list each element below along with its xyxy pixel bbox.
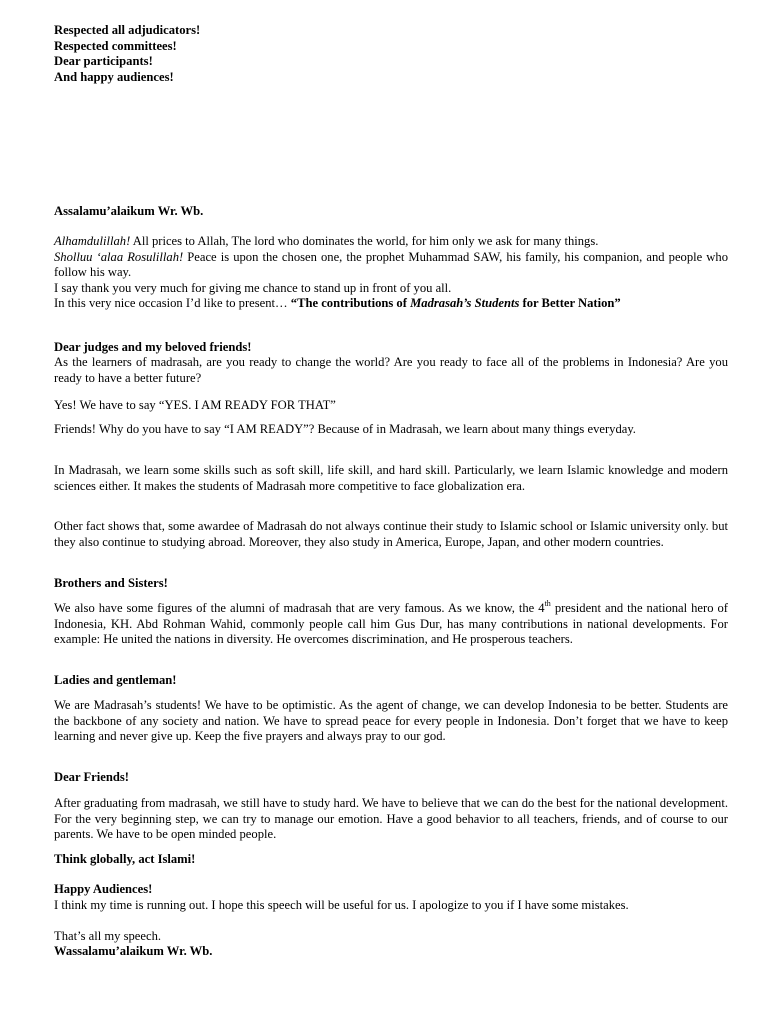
body-paragraph: As the learners of madrasah, are you ready to change the world? Are you ready to face all of the problems in Indonesia? Are you ready to have a better future? (54, 355, 728, 385)
paragraph-text: president and the national hero of Indonesia, KH. Abd Rohman Wahid, commonly people call him Gus Dur, has many contributions in national developments. For example: He united the nations in diversity. He overcomes discrimination, and He prosperous teachers. (54, 601, 728, 647)
greeting-line: And happy audiences! (54, 69, 174, 84)
body-paragraph: That’s all my speech. (54, 929, 162, 943)
speech-title-part: “The contributions of (290, 296, 411, 311)
body-paragraph: Other fact shows that, some awardee of Madrasah do not always continue their study to Islamic school or Islamic university only. but they also continue to studying abroad. Moreover, they also study in America, Europe, Japan, and other modern countries. (54, 519, 728, 549)
paragraph-text: In this very nice occasion I’d like to present… (54, 296, 291, 311)
body-paragraph (54, 598, 728, 648)
opening-paragraph (54, 250, 728, 281)
body-paragraph: Yes! We have to say “YES. I AM READY FOR THAT” (54, 398, 336, 412)
opening-paragraph (54, 296, 728, 312)
paragraph-text: We also have some figures of the alumni of madrasah that are very famous. As we know, the 4 (54, 601, 545, 615)
opening-paragraph (54, 234, 728, 250)
section-heading: Dear Friends! (54, 770, 129, 784)
opening-paragraph: I say thank you very much for giving me chance to stand up in front of you all. (54, 280, 452, 295)
alhamdulillah-phrase: Alhamdulillah! (54, 234, 131, 248)
body-paragraph: I think my time is running out. I hope this speech will be useful for us. I apologize to you if I have some mistakes. (54, 898, 629, 912)
opening-salam: Assalamu’alaikum Wr. Wb. (54, 204, 204, 218)
speech-title-italic: Madrasah’s Students (410, 296, 520, 311)
section-heading: Brothers and Sisters! (54, 576, 168, 590)
ordinal-suffix: th (544, 598, 551, 608)
section-heading: Dear judges and my beloved friends! (54, 340, 252, 354)
closing-motto: Think globally, act Islami! (54, 852, 196, 866)
greeting-line: Dear participants! (54, 54, 153, 69)
speech-title-part: for Better Nation” (519, 296, 621, 311)
body-paragraph: After graduating from madrasah, we still have to study hard. We have to believe that we can do the best for the national development. For the very beginning step, we can try to manage our emotion. Have a good behavior to all teachers, friends, and of course to our parents. We have to be open minded people. (54, 796, 728, 842)
paragraph-text: Peace is upon the chosen one, the prophet Muhammad SAW, his family, his companion, and people who follow his way. (54, 249, 728, 280)
speech-title (291, 296, 621, 310)
closing-salam: Wassalamu’alaikum Wr. Wb. (54, 944, 213, 958)
opening-block (54, 234, 728, 312)
greeting-line: Respected committees! (54, 38, 177, 53)
body-paragraph: In Madrasah, we learn some skills such as soft skill, life skill, and hard skill. Particularly, we learn Islamic knowledge and modern sciences either. It makes the students of Madrasah more competitive to face globalization era. (54, 463, 728, 493)
section-heading: Ladies and gentleman! (54, 673, 177, 687)
body-paragraph: We are Madrasah’s students! We have to be optimistic. As the agent of change, we can develop Indonesia to be better. Students are the backbone of any society and nation. We have to spread peace for every people in Indonesia. Don’t forget that we have to keep learning and never give up. Keep the five prayers and always pray to our god. (54, 698, 728, 744)
greetings-block (54, 23, 728, 85)
body-paragraph: Friends! Why do you have to say “I AM READY”? Because of in Madrasah, we learn about many things everyday. (54, 422, 636, 436)
sholawat-phrase: Sholluu ‘alaa Rosulillah! (54, 249, 184, 264)
greeting-line: Respected all adjudicators! (54, 23, 201, 37)
section-heading: Happy Audiences! (54, 882, 153, 896)
paragraph-text: All prices to Allah, The lord who dominates the world, for him only we ask for many things. (130, 234, 599, 248)
